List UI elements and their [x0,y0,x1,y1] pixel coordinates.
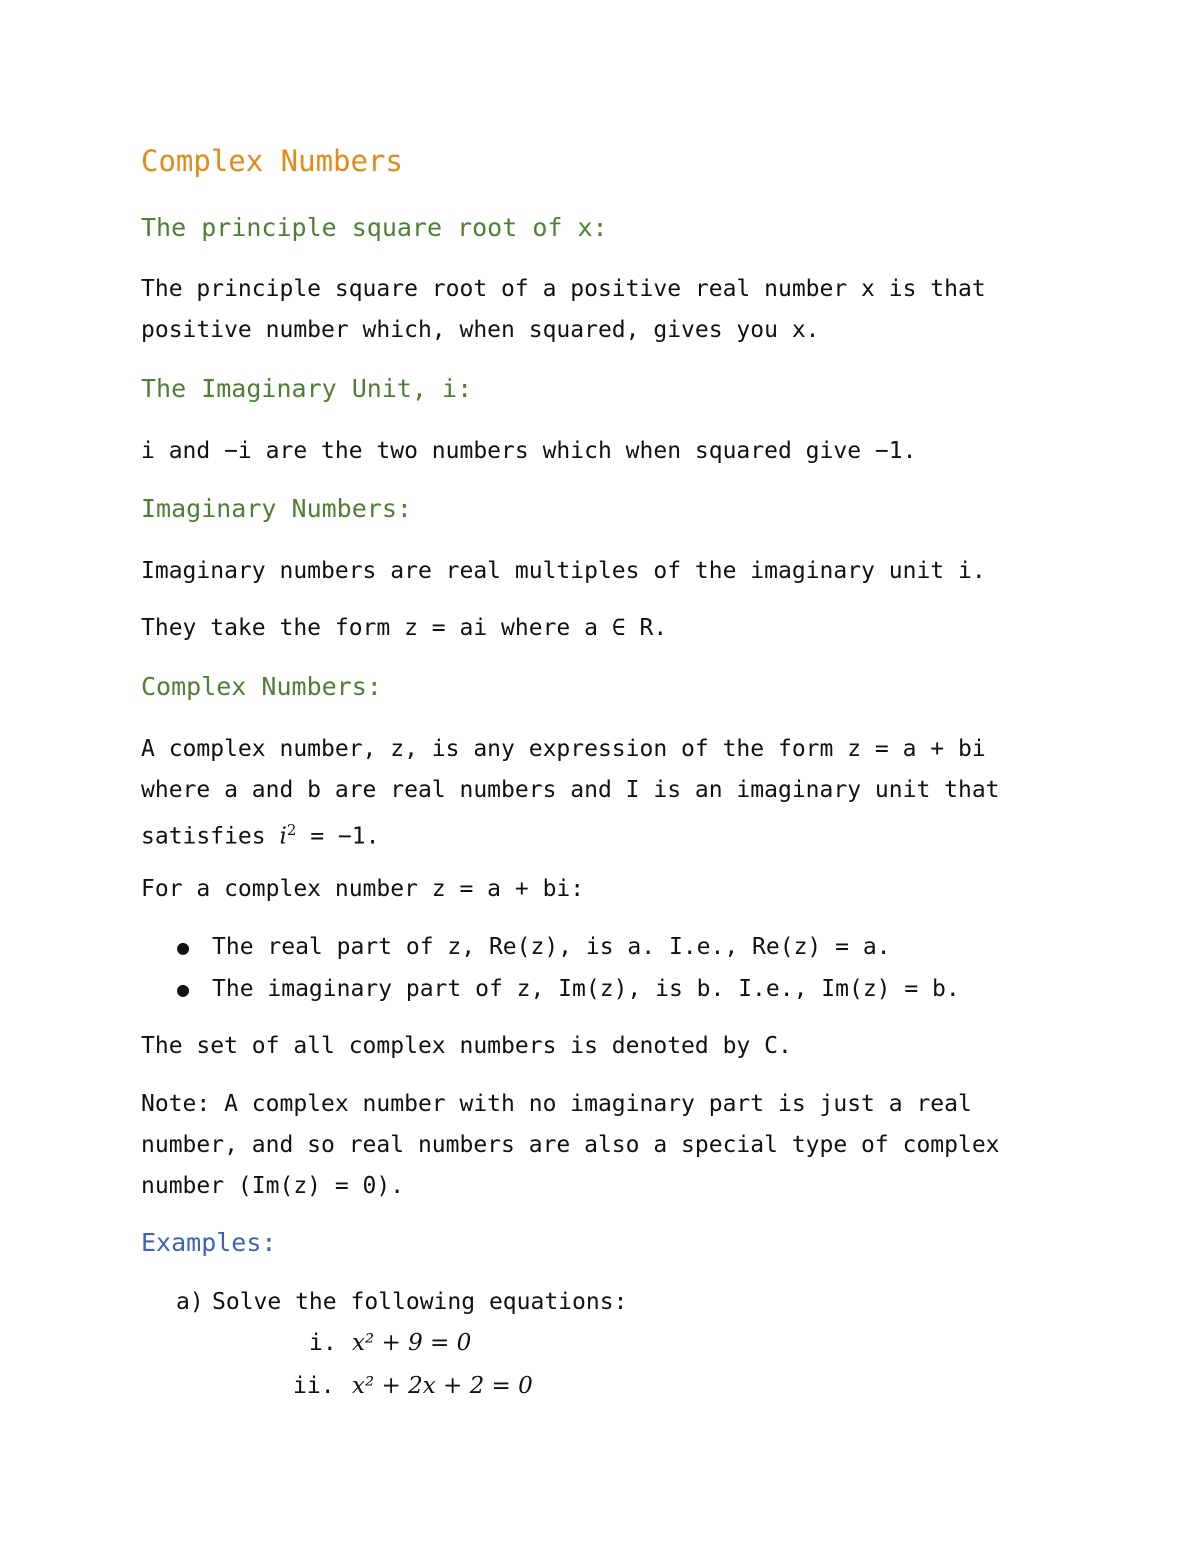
paragraph-line-with-math [141,815,379,852]
paragraph-line: The set of all complex numbers is denoted by C. [141,1033,792,1059]
paragraph-line: Imaginary numbers are real multiples of the imaginary unit i. [141,558,986,584]
math-superscript: 2 [286,821,297,839]
paragraph-line: The principle square root of a positive real number x is that [141,276,986,302]
note-line: number, and so real numbers are also a special type of complex [141,1132,1000,1158]
list-item: The imaginary part of z, Im(z), is b. I.e., Im(z) = b. [212,976,960,1002]
heading-complex-numbers: Complex Numbers: [141,672,382,701]
paragraph-line: They take the form z = ai where a ∈ R. [141,615,668,641]
paragraph-line: positive number which, when squared, gives you x. [141,317,820,343]
paragraph-line: For a complex number z = a + bi: [141,876,585,902]
paragraph-line: where a and b are real numbers and I is an imaginary unit that [141,777,1000,803]
bullet-icon: ● [177,977,190,1001]
list-marker: a) [176,1289,204,1315]
heading-examples: Examples: [141,1228,277,1257]
list-marker: i. [309,1330,337,1356]
equation: x² + 9 = 0 [352,1330,472,1356]
bullet-icon: ● [177,935,190,959]
heading-imaginary-numbers: Imaginary Numbers: [141,494,412,523]
math-variable: i [279,823,287,850]
paragraph-line: A complex number, z, is any expression of the form z = a + bi [141,736,986,762]
list-marker: ii. [293,1373,335,1399]
text-segment: satisfies [141,823,280,850]
heading-principle-square-root: The principle square root of x: [141,213,608,242]
page-title: Complex Numbers [141,144,403,178]
heading-imaginary-unit: The Imaginary Unit, i: [141,374,473,403]
paragraph-line: i and −i are the two numbers which when squared give −1. [141,438,917,464]
list-item: The real part of z, Re(z), is a. I.e., Re(z) = a. [212,934,891,960]
list-item: Solve the following equations: [212,1289,628,1315]
text-segment: = −1. [296,823,380,850]
equation: x² + 2x + 2 = 0 [352,1373,533,1399]
note-line: number (Im(z) = 0). [141,1173,405,1199]
note-line: Note: A complex number with no imaginary part is just a real [141,1091,972,1117]
